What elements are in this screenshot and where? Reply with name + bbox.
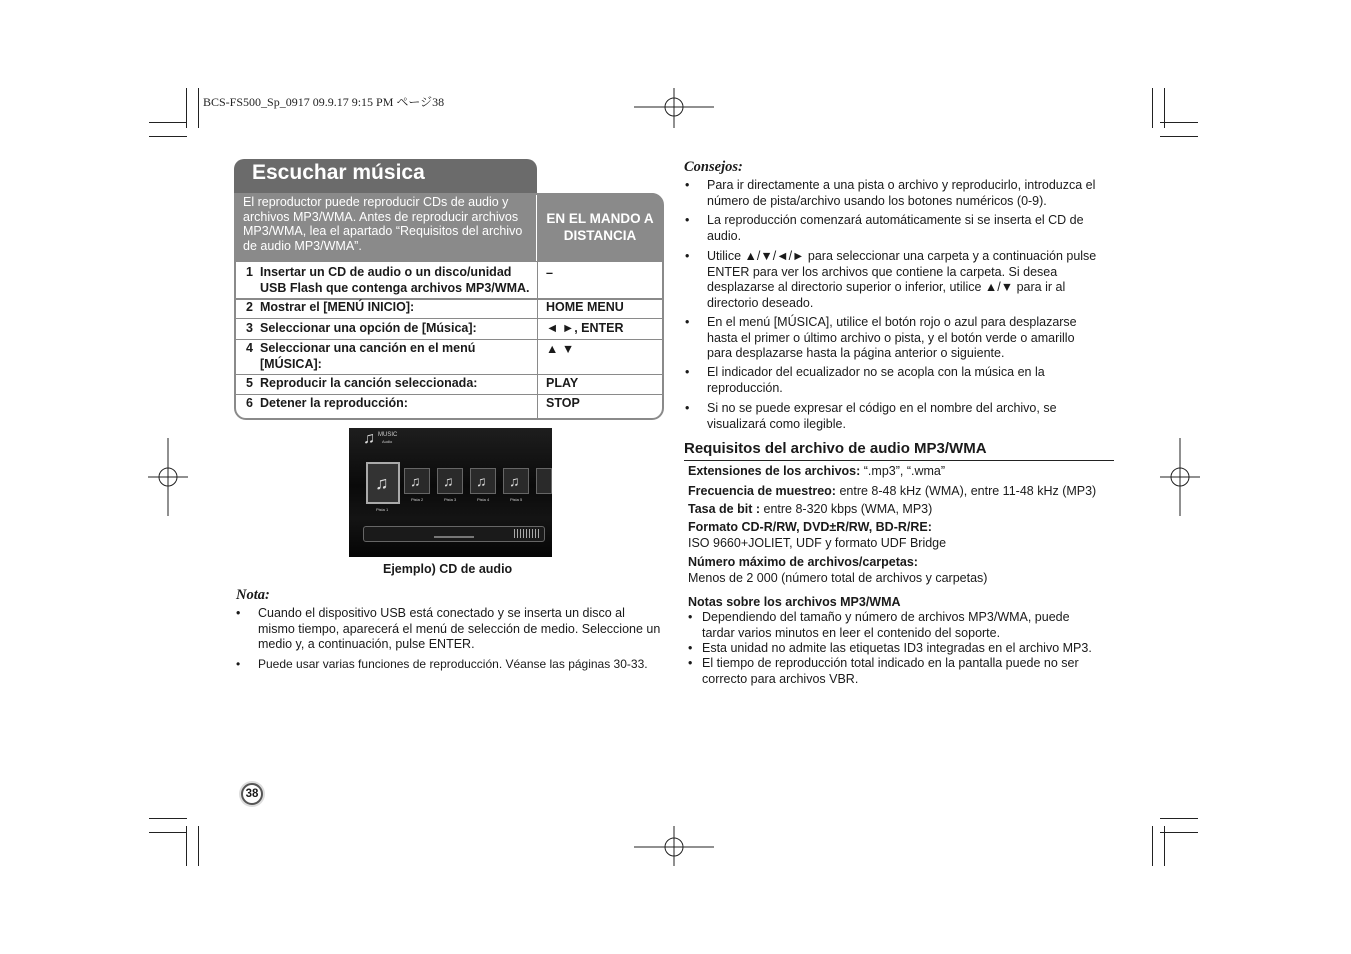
req-value: Menos de 2 000 (número total de archivos y carpetas) bbox=[688, 570, 988, 585]
table-rule bbox=[236, 339, 662, 340]
req-value: “.mp3”, “.wma” bbox=[860, 464, 946, 478]
track-label: Pista 5 bbox=[510, 497, 523, 502]
req-label: Extensiones de los archivos: bbox=[688, 464, 861, 478]
step-number: 6 bbox=[246, 396, 253, 410]
remote-column-header: EN EL MANDO A DISTANCIA bbox=[538, 193, 662, 261]
table-column-divider bbox=[537, 193, 538, 418]
step-number: 5 bbox=[246, 376, 253, 390]
req-format bbox=[688, 520, 946, 551]
step-text: Seleccionar una canción en el menú [MÚSICA]: bbox=[260, 341, 476, 371]
list-item: • En el menú [MÚSICA], utilice el botón rojo o azul para desplazarse hasta el primer o último archivo o pista, y el botón verde o amarillo para desplazarse hasta la página anterior o siguiente. bbox=[685, 315, 1077, 360]
music-note-icon: ♫ bbox=[363, 430, 375, 447]
album-thumb: ♫ bbox=[437, 468, 463, 494]
req-label: Tasa de bit : bbox=[688, 502, 761, 516]
image-caption: Ejemplo) CD de audio bbox=[383, 562, 513, 576]
track-label: Pista 4 bbox=[477, 497, 490, 502]
album-thumb: ♫ bbox=[470, 468, 496, 494]
list-item: • Dependiendo del tamaño y número de archivos MP3/WMA, puede tardar varios minutos en leer el contenido del soporte. bbox=[688, 610, 1070, 640]
tip-text: Si no se puede expresar el código en el nombre del archivo, se visualizará como ilegible. bbox=[707, 401, 1057, 431]
requirements-rule bbox=[684, 460, 1114, 461]
req-max-files bbox=[688, 555, 987, 586]
playback-bar bbox=[363, 526, 545, 542]
track-label: Pista 2 bbox=[411, 497, 424, 502]
step-remote-key: ▲ ▼ bbox=[546, 342, 575, 356]
track-label: Pista 3 bbox=[444, 497, 457, 502]
req-extensions bbox=[688, 464, 945, 480]
step-number: 3 bbox=[246, 321, 253, 335]
step-number: 4 bbox=[246, 341, 253, 355]
list-item: • Cuando el dispositivo USB está conectado y se inserta un disco al mismo tiempo, aparecerá el menú de selección de medio. Seleccione un medio y, a continuación, pulse ENTER. bbox=[236, 606, 661, 651]
page-number: 38 bbox=[241, 783, 263, 805]
list-item: • Puede usar varias funciones de reproducción. Véanse las páginas 30-33. bbox=[236, 657, 648, 671]
list-item: • El indicador del ecualizador no se acopla con la música en la reproducción. bbox=[685, 365, 1045, 395]
list-item: • Esta unidad no admite las etiquetas ID3 integradas en el archivo MP3. bbox=[688, 641, 1092, 655]
intro-text: El reproductor puede reproducir CDs de audio y archivos MP3/WMA. Antes de reproducir archivos MP3/WMA, lea el apartado “Requisitos del archivo de audio MP3/WMA”. bbox=[236, 193, 536, 261]
table-rule bbox=[236, 374, 662, 375]
req-value: entre 8-48 kHz (WMA), entre 11-48 kHz (MP3) bbox=[835, 484, 1097, 498]
table-row bbox=[246, 396, 536, 412]
screenshot-header: MUSIC bbox=[378, 432, 398, 438]
mp3-note-text: El tiempo de reproducción total indicado en la pantalla puede no ser correcto para archivos VBR. bbox=[702, 656, 1079, 686]
table-rule bbox=[236, 261, 662, 262]
mp3-notes-title: Notas sobre los archivos MP3/WMA bbox=[688, 595, 901, 609]
step-text: Reproducir la canción seleccionada: bbox=[260, 376, 478, 390]
step-text: Insertar un CD de audio o un disco/unidad USB Flash que contenga archivos MP3/WMA. bbox=[260, 265, 530, 295]
registration-mark-bottom bbox=[634, 826, 714, 866]
table-row bbox=[246, 300, 536, 316]
album-thumb-selected: ♫ bbox=[366, 462, 400, 504]
music-menu-screenshot bbox=[349, 428, 552, 557]
section-title: Escuchar música bbox=[252, 161, 425, 184]
req-value: entre 8-320 kbps (WMA, MP3) bbox=[760, 502, 933, 516]
table-row bbox=[246, 321, 536, 337]
tip-text: En el menú [MÚSICA], utilice el botón rojo o azul para desplazarse hasta el primer o último archivo o pista, y el botón verde o amarillo para desplazarse hasta la página anterior o siguiente. bbox=[707, 315, 1077, 360]
mp3-note-text: Dependiendo del tamaño y número de archivos MP3/WMA, puede tardar varios minutos en leer el contenido del soporte. bbox=[702, 610, 1070, 640]
step-remote-key: ◄ ►, ENTER bbox=[546, 321, 624, 335]
tip-text: La reproducción comenzará automáticamente si se inserta el CD de audio. bbox=[707, 213, 1084, 243]
step-remote-key: PLAY bbox=[546, 376, 579, 390]
step-remote-key: – bbox=[546, 266, 553, 280]
step-text: Detener la reproducción: bbox=[260, 396, 408, 410]
requirements-title: Requisitos del archivo de audio MP3/WMA bbox=[684, 440, 987, 457]
req-label: Frecuencia de muestreo: bbox=[688, 484, 836, 498]
screenshot-subheader: Audio bbox=[382, 439, 393, 444]
list-item: • Si no se puede expresar el código en el nombre del archivo, se visualizará como ilegible. bbox=[685, 401, 1057, 431]
tip-text: Utilice ▲/▼/◄/► para seleccionar una carpeta y a continuación pulse ENTER para ver los archivos que contiene la carpeta. Si desea desplazarse al directorio superior o inferior, utilice ▲/▼ para ir al directorio deseado. bbox=[707, 249, 1097, 310]
tips-title: Consejos: bbox=[684, 159, 743, 175]
list-item: • Utilice ▲/▼/◄/► para seleccionar una carpeta y a continuación pulse ENTER para ver los archivos que contiene la carpeta. Si desea desplazarse al directorio superior o inferior, utilice ▲/▼ para ir al directorio deseado. bbox=[685, 249, 1097, 310]
step-text: Seleccionar una opción de [Música]: bbox=[260, 321, 477, 335]
album-thumb: ♫ bbox=[503, 468, 529, 494]
req-label: Formato CD-R/RW, DVD±R/RW, BD-R/RE: bbox=[688, 520, 932, 534]
list-item: • El tiempo de reproducción total indicado en la pantalla puede no ser correcto para archivos VBR. bbox=[688, 656, 1079, 686]
list-item: • Para ir directamente a una pista o archivo y reproducirlo, introduzca el número de pista/archivo usando los botones numéricos (0-9). bbox=[685, 178, 1096, 208]
step-remote-key: STOP bbox=[546, 396, 580, 410]
mp3-note-text: Esta unidad no admite las etiquetas ID3 integradas en el archivo MP3. bbox=[702, 641, 1092, 655]
registration-mark-left bbox=[148, 438, 188, 516]
note-text: Puede usar varias funciones de reproducción. Véanse las páginas 30-33. bbox=[258, 657, 648, 671]
step-text: Mostrar el [MENÚ INICIO]: bbox=[260, 300, 415, 314]
req-sample-rate bbox=[688, 484, 1096, 500]
table-row bbox=[246, 265, 536, 296]
album-thumb: ♫ bbox=[404, 468, 430, 494]
print-header: BCS-FS500_Sp_0917 09.9.17 9:15 PM ページ38 bbox=[203, 95, 445, 109]
registration-mark-top bbox=[634, 88, 714, 128]
req-value: ISO 9660+JOLIET, UDF y formato UDF Bridge bbox=[688, 535, 947, 550]
req-label: Número máximo de archivos/carpetas: bbox=[688, 555, 918, 569]
table-row bbox=[246, 376, 536, 392]
step-number: 2 bbox=[246, 300, 253, 314]
tip-text: El indicador del ecualizador no se acopla con la música en la reproducción. bbox=[707, 365, 1045, 395]
tip-text: Para ir directamente a una pista o archivo y reproducirlo, introduzca el número de pista/archivo usando los botones numéricos (0-9). bbox=[707, 178, 1096, 208]
table-rule bbox=[236, 394, 662, 395]
list-item: • La reproducción comenzará automáticamente si se inserta el CD de audio. bbox=[685, 213, 1084, 243]
table-row bbox=[246, 341, 506, 372]
step-remote-key: HOME MENU bbox=[546, 300, 624, 314]
registration-mark-right bbox=[1160, 438, 1200, 516]
table-rule bbox=[236, 318, 662, 319]
req-bitrate bbox=[688, 502, 932, 518]
album-thumb bbox=[536, 468, 552, 494]
step-number: 1 bbox=[246, 265, 253, 279]
note-title: Nota: bbox=[236, 587, 270, 603]
note-text: Cuando el dispositivo USB está conectado y se inserta un disco al mismo tiempo, aparecerá el menú de selección de medio. Seleccione un medio y, a continuación, pulse ENTER. bbox=[258, 606, 661, 651]
track-label: Pista 1 bbox=[376, 507, 389, 512]
